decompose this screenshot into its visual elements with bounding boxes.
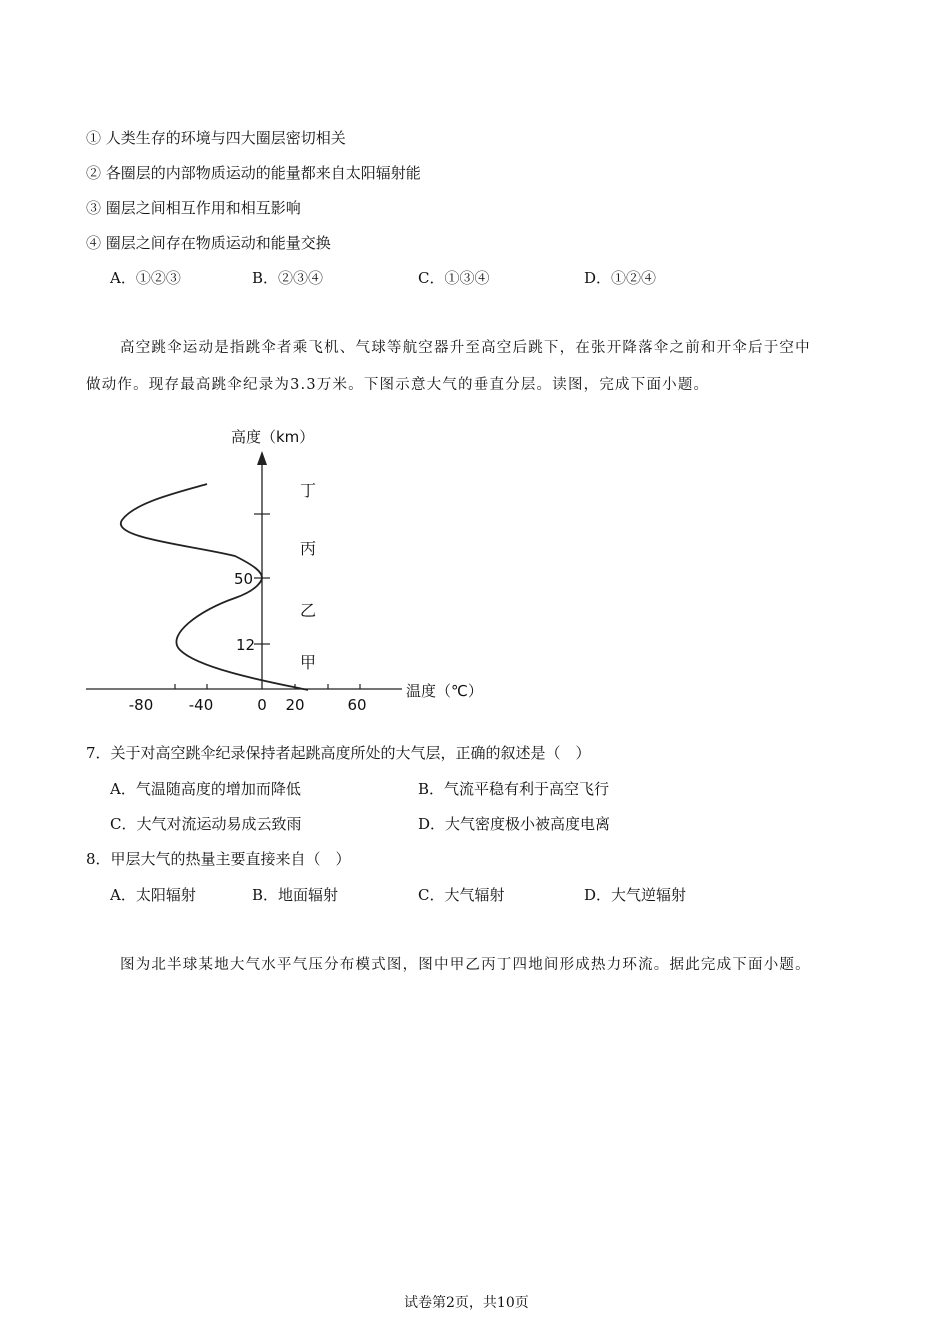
- q7-option-b: B．气流平稳有利于高空飞行: [418, 780, 610, 798]
- x-tick-label: -80: [128, 696, 154, 714]
- x-tick-label: -40: [188, 696, 214, 714]
- q8-stem: 8．甲层大气的热量主要直接来自（ ）: [86, 850, 351, 868]
- statement-1: ① 人类生存的环境与四大圈层密切相关: [86, 129, 346, 147]
- layer-label-bing: 丙: [300, 539, 317, 558]
- q8-option-d: D．大气逆辐射: [584, 886, 687, 904]
- page-footer: 试卷第2页，共10页: [404, 1295, 529, 1311]
- q6-option-c: C．①③④: [418, 269, 490, 287]
- q7-stem: 7．关于对高空跳伞纪录保持者起跳高度所处的大气层，正确的叙述是（ ）: [86, 744, 591, 762]
- statement-3: ③ 圈层之间相互作用和相互影响: [86, 199, 301, 217]
- x-tick-label: 20: [285, 696, 305, 714]
- q6-option-a: A．①②③: [110, 269, 181, 287]
- passage1-line1: 高空跳伞运动是指跳伞者乘飞机、气球等航空器升至高空后跳下，在张开降落伞之前和开伞后于空中: [120, 340, 811, 356]
- statement-2: ② 各圈层的内部物质运动的能量都来自太阳辐射能: [86, 164, 421, 182]
- layer-label-ding: 丁: [300, 481, 317, 500]
- y-axis-label: 高度（km）: [231, 428, 315, 446]
- q6-option-b: B．②③④: [252, 269, 324, 287]
- y-axis-arrow: [257, 451, 267, 465]
- y-tick-label: 12: [236, 636, 256, 654]
- passage2-line1: 图为北半球某地大气水平气压分布模式图，图中甲乙丙丁四地间形成热力环流。据此完成下面小题。: [120, 957, 811, 973]
- q8-option-b: B．地面辐射: [252, 886, 339, 904]
- q7-option-d: D．大气密度极小被高度电离: [418, 815, 611, 833]
- q6-option-d: D．①②④: [584, 269, 657, 287]
- x-tick-label: 60: [347, 696, 367, 714]
- x-axis-label: 温度（℃）: [406, 682, 483, 700]
- layer-label-yi: 乙: [300, 601, 317, 620]
- x-tick-label: 0: [257, 696, 267, 714]
- q8-option-c: C．大气辐射: [418, 886, 505, 904]
- layer-label-jia: 甲: [300, 653, 317, 672]
- q7-option-c: C．大气对流运动易成云致雨: [110, 815, 302, 833]
- passage1-line2: 做动作。现存最高跳伞纪录为3.3万米。下图示意大气的垂直分层。读图，完成下面小题。: [86, 377, 710, 393]
- q7-option-a: A．气温随高度的增加而降低: [110, 780, 301, 798]
- temperature-curve: [121, 484, 308, 690]
- statement-4: ④ 圈层之间存在物质运动和能量交换: [86, 234, 331, 252]
- y-tick-label: 50: [234, 570, 254, 588]
- q8-option-a: A．太阳辐射: [110, 886, 196, 904]
